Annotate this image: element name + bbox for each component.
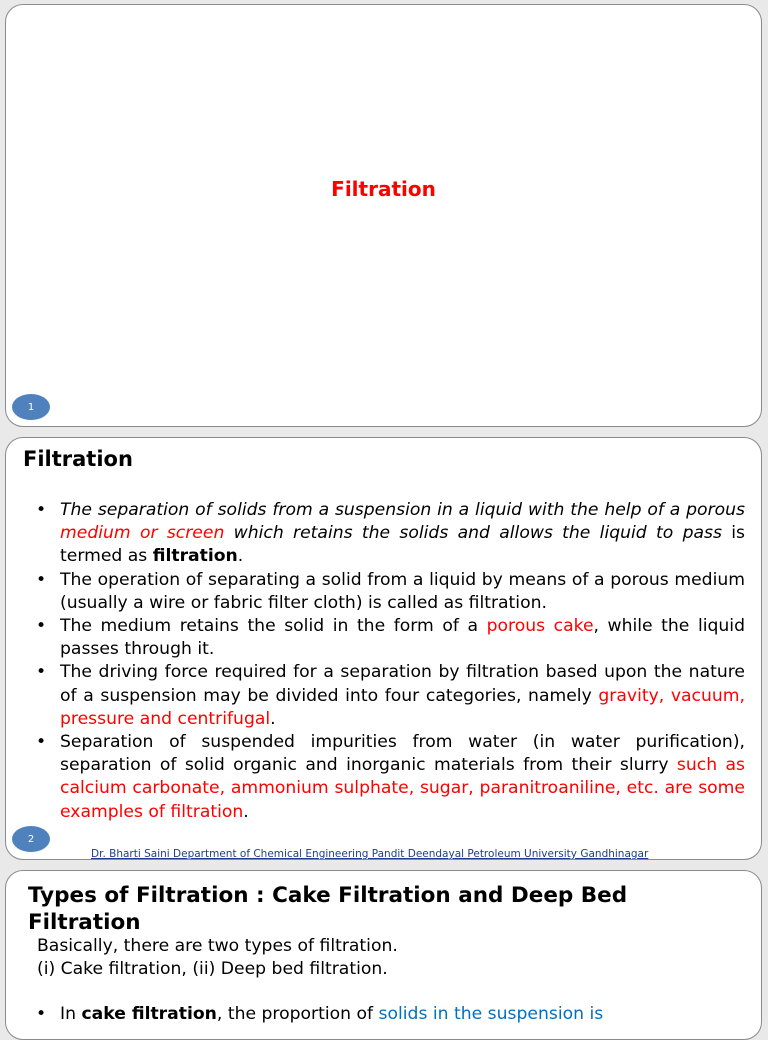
bullet-item <box>36 1003 762 1026</box>
bullet-text: The driving force required for a separation by filtration based upon the nature of a suspension may be divided into four categories, namely <box>60 662 745 706</box>
slide-2 <box>5 437 762 860</box>
highlight-text: porous cake <box>486 616 594 637</box>
slide-3 <box>5 870 762 1040</box>
intro-line: (i) Cake filtration, (ii) Deep bed filtration. <box>37 959 388 980</box>
footer-link[interactable]: Dr. Bharti Saini Department of Chemical Engineering Pandit Deendayal Petroleum University Gandhinagar <box>91 848 649 860</box>
slide-1-title: Filtration <box>331 177 436 201</box>
bullet-text: Separation of suspended impurities from water (in water purification), separation of solid organic and inorganic materials from their slurry <box>60 732 745 776</box>
highlight-text: such as calcium carbonate, ammonium sulphate, sugar, paranitroaniline, etc. are some examples of filtration <box>60 755 745 822</box>
bold-term: cake filtration <box>81 1004 217 1024</box>
bullet-text: . <box>270 708 276 729</box>
slide-number-badge: 1 <box>12 394 50 420</box>
bullet-text: is termed as <box>60 523 745 567</box>
bullet-text: In <box>60 1004 82 1024</box>
bullet-text: The medium retains the solid in the form of a <box>60 616 487 637</box>
bullet-item <box>36 731 745 824</box>
slide-number-badge: 2 <box>12 826 50 852</box>
slide-1 <box>5 4 762 427</box>
bold-term: filtration <box>152 546 238 567</box>
highlight-text: solids in the suspension is <box>378 1004 604 1024</box>
slide-3-intro <box>37 935 398 982</box>
bullet-item <box>36 499 745 569</box>
bullet-text: , while the liquid passes through it. <box>60 616 745 660</box>
bullet-text: , the proportion of <box>216 1004 379 1024</box>
bullet-text: . <box>237 546 244 567</box>
bullet-item <box>36 661 745 731</box>
highlight-text: medium or screen <box>60 523 225 544</box>
bullet-text: The operation of separating a solid from a liquid by means of a porous medium (usually a wire or fabric filter cloth) is called as filtration. <box>60 569 745 613</box>
bullet-item <box>36 615 745 661</box>
bullet-text: which retains the solids and allows the liquid to pass <box>224 523 722 544</box>
intro-line: Basically, there are two types of filtration. <box>37 936 398 956</box>
bullet-list <box>36 499 745 824</box>
bullet-item <box>36 569 745 615</box>
bullet-text: . <box>243 801 249 822</box>
bullet-text: The separation of solids from a suspension in a liquid with the help of a porous <box>60 500 745 520</box>
slide-3-title: Types of Filtration : Cake Filtration and Deep Bed Filtration <box>28 883 628 935</box>
highlight-text: gravity, vacuum, pressure and centrifugal <box>60 685 745 729</box>
slide-2-title: Filtration <box>23 447 133 471</box>
